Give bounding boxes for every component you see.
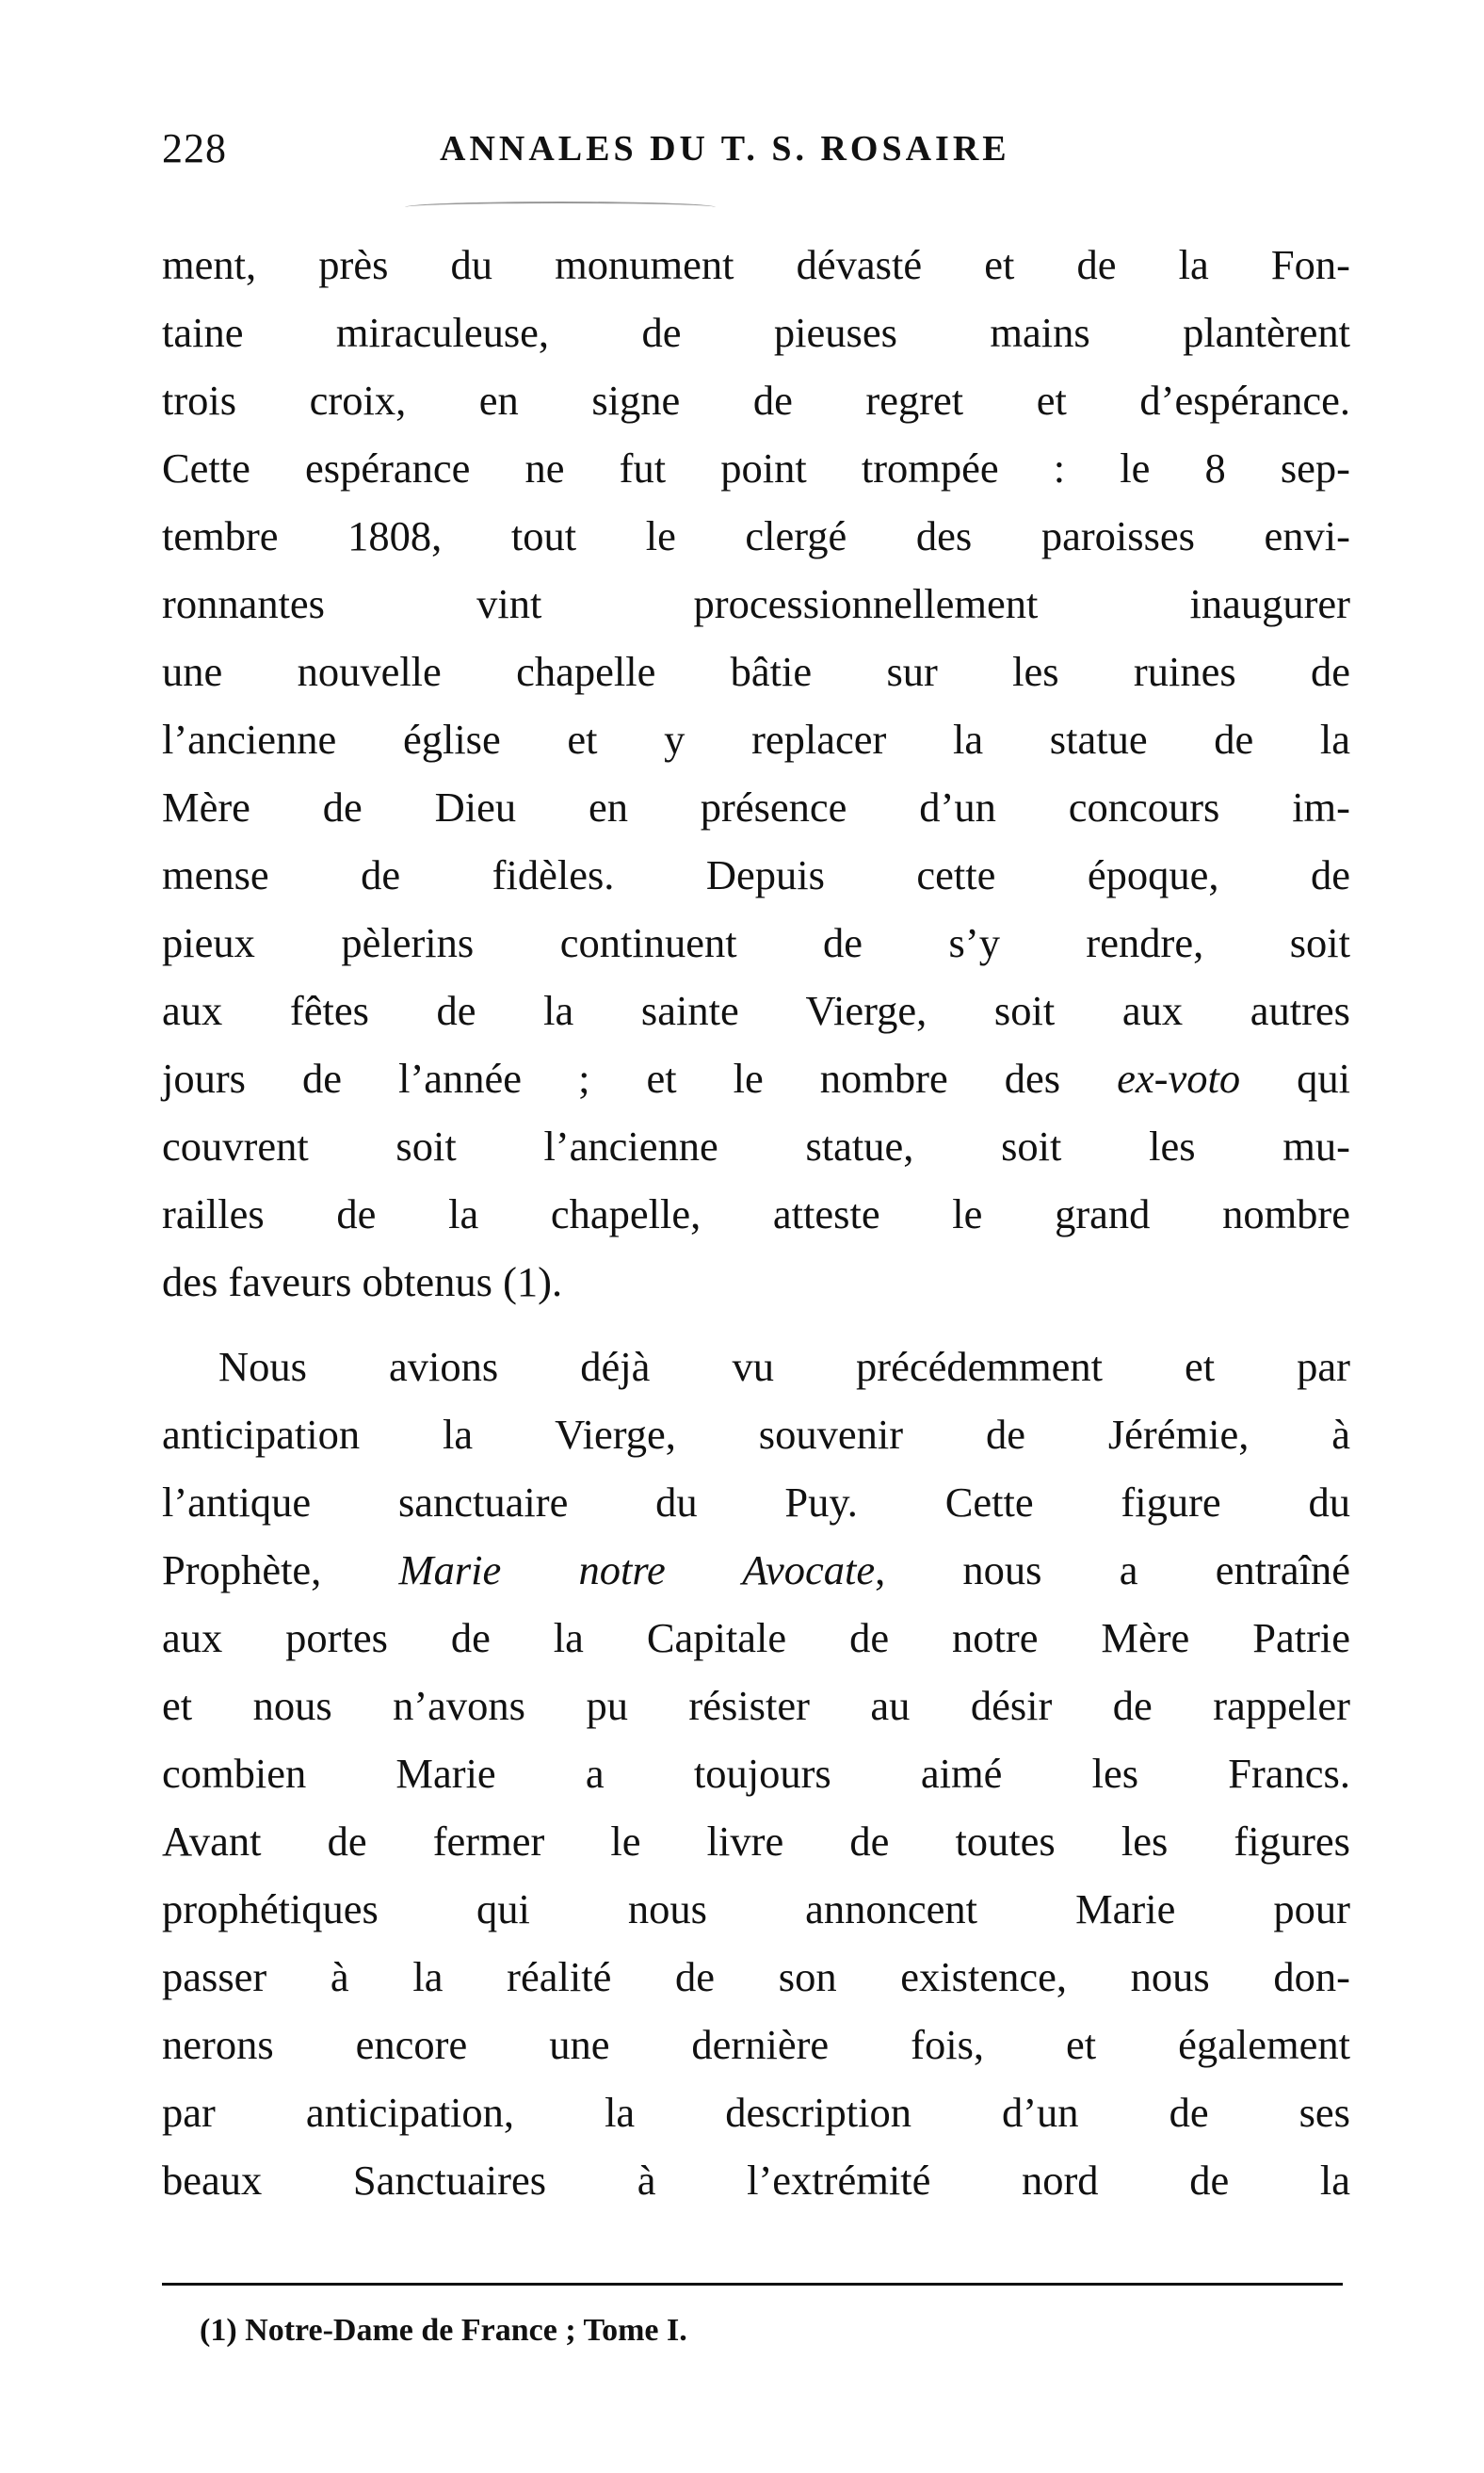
text-segment: Prophète,: [162, 1546, 399, 1593]
text-line: mense de fidèles. Depuis cette époque, de: [162, 851, 1350, 898]
text-line: l’ancienne église et y replacer la statue de la: [162, 716, 1350, 763]
text-line: nerons encore une dernière fois, et également: [162, 2021, 1350, 2068]
body-text: [162, 231, 1350, 2214]
text-line: couvrent soit l’ancienne statue, soit les mu-: [162, 1123, 1350, 1170]
footnote: (1) Notre-Dame de France ; Tome I.: [200, 2313, 687, 2348]
italic-term: ex-voto: [1117, 1055, 1241, 1102]
text-line: prophétiques qui nous annoncent Marie pour: [162, 1885, 1350, 1932]
text-line: l’antique sanctuaire du Puy. Cette figure du: [162, 1479, 1350, 1526]
text-line: et nous n’avons pu résister au désir de rappeler: [162, 1682, 1350, 1729]
page-number: 228: [162, 125, 227, 171]
text-line: beaux Sanctuaires à l’extrémité nord de la: [162, 2157, 1350, 2204]
text-line: une nouvelle chapelle bâtie sur les ruines de: [162, 648, 1350, 695]
text-line: ronnantes vint processionnellement inaugurer: [162, 580, 1350, 627]
text-line-with-italic: [162, 1044, 1350, 1112]
italic-title: Marie notre Avocate: [398, 1546, 876, 1593]
text-line: pieux pèlerins continuent de s’y rendre, soit: [162, 919, 1350, 966]
text-line: par anticipation, la description d’un de ses: [162, 2089, 1350, 2136]
running-head: [162, 124, 1350, 181]
text-line: Avant de fermer le livre de toutes les figures: [162, 1818, 1350, 1865]
text-line: aux portes de la Capitale de notre Mère Patrie: [162, 1614, 1350, 1661]
text-segment: , nous a entraîné: [875, 1546, 1351, 1593]
running-title: ANNALES DU T. S. ROSAIRE: [440, 129, 1010, 169]
text-line: anticipation la Vierge, souvenir de Jérémie, à: [162, 1411, 1350, 1458]
text-line: passer à la réalité de son existence, nous don-: [162, 1953, 1350, 2000]
paragraph-1: [162, 231, 1350, 1316]
text-line: railles de la chapelle, atteste le grand nombre: [162, 1190, 1350, 1237]
text-line: taine miraculeuse, de pieuses mains plantèrent: [162, 309, 1350, 356]
text-line: tembre 1808, tout le clergé des paroisses envi-: [162, 512, 1350, 559]
header-ornament: [405, 202, 716, 213]
text-segment: qui: [1240, 1055, 1350, 1102]
paragraph-2: [162, 1333, 1350, 2214]
text-line-with-italic: [162, 1536, 1350, 1604]
text-line: Nous avions déjà vu précédemment et par: [218, 1343, 1350, 1390]
text-segment: jours de l’année ; et le nombre des: [162, 1055, 1118, 1102]
text-line: aux fêtes de la sainte Vierge, soit aux autres: [162, 987, 1350, 1034]
text-line: Cette espérance ne fut point trompée : le 8 sep-: [162, 444, 1350, 492]
footnote-rule: [162, 2283, 1343, 2286]
text-line: combien Marie a toujours aimé les Francs.: [162, 1750, 1350, 1797]
text-line: ment, près du monument dévasté et de la Fon-: [162, 241, 1350, 288]
text-line: trois croix, en signe de regret et d’espérance.: [162, 377, 1350, 424]
text-line: Mère de Dieu en présence d’un concours im-: [162, 784, 1350, 831]
text-line: des faveurs obtenus (1).: [162, 1258, 563, 1305]
